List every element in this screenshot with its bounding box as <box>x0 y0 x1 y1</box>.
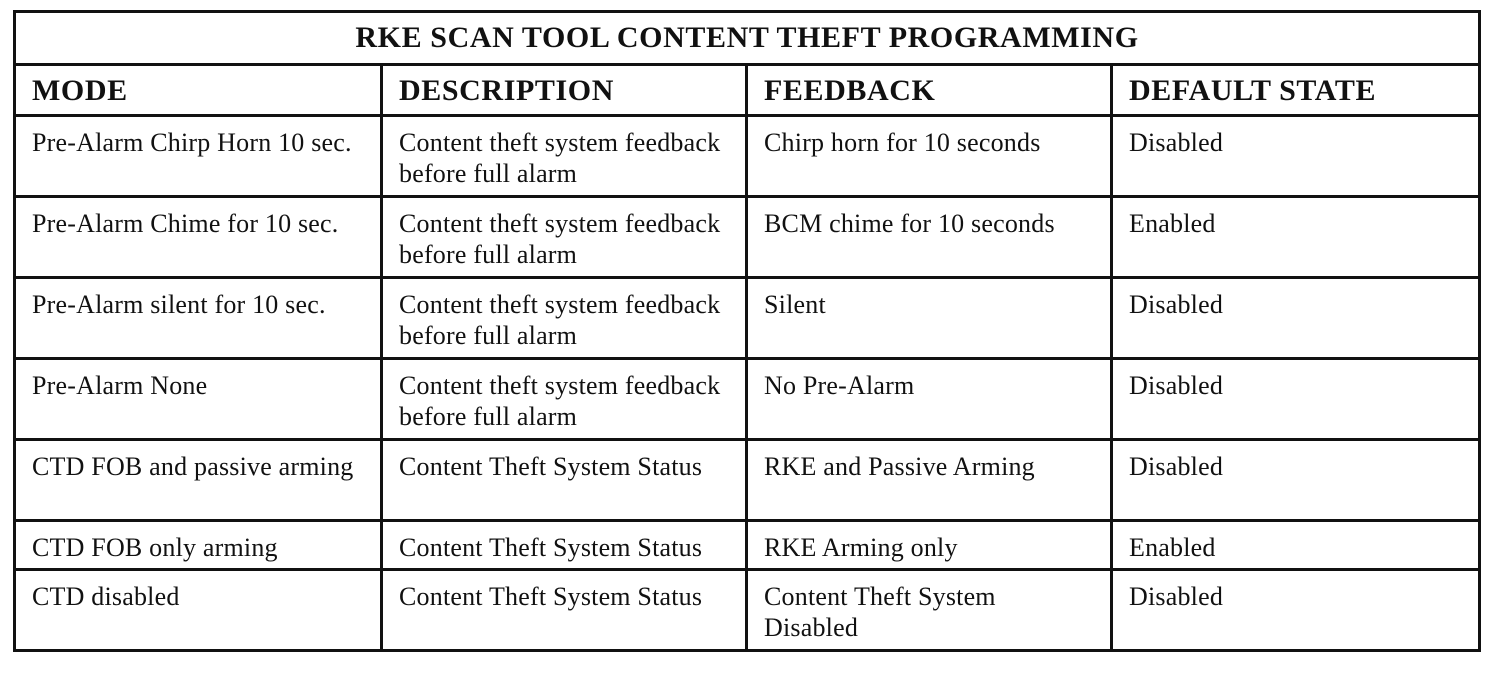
cell-default-state: Disabled <box>1112 116 1480 197</box>
column-header-mode: MODE <box>15 65 382 116</box>
cell-feedback: No Pre-Alarm <box>747 359 1112 440</box>
table-row <box>15 116 1480 197</box>
table-title-row <box>15 12 1480 65</box>
cell-feedback: BCM chime for 10 seconds <box>747 197 1112 278</box>
cell-description: Content theft system feedback before full alarm <box>382 359 747 440</box>
content-theft-programming-table <box>13 10 1481 652</box>
cell-description: Content Theft System Status <box>382 521 747 570</box>
cell-mode: CTD FOB only arming <box>15 521 382 570</box>
column-header-default-state: DEFAULT STATE <box>1112 65 1480 116</box>
cell-default-state: Disabled <box>1112 569 1480 650</box>
cell-mode: Pre-Alarm Chirp Horn 10 sec. <box>15 116 382 197</box>
cell-feedback: RKE and Passive Arming <box>747 440 1112 521</box>
cell-default-state: Disabled <box>1112 440 1480 521</box>
table-header-row <box>15 65 1480 116</box>
cell-feedback: Content Theft System Disabled <box>747 569 1112 650</box>
cell-mode: CTD disabled <box>15 569 382 650</box>
table-row <box>15 359 1480 440</box>
cell-description: Content theft system feedback before full alarm <box>382 278 747 359</box>
column-header-feedback: FEEDBACK <box>747 65 1112 116</box>
cell-default-state: Enabled <box>1112 521 1480 570</box>
column-header-description: DESCRIPTION <box>382 65 747 116</box>
cell-mode: Pre-Alarm None <box>15 359 382 440</box>
cell-description: Content Theft System Status <box>382 440 747 521</box>
cell-default-state: Disabled <box>1112 359 1480 440</box>
cell-description: Content theft system feedback before full alarm <box>382 197 747 278</box>
table-row <box>15 197 1480 278</box>
cell-description: Content Theft System Status <box>382 569 747 650</box>
table-row <box>15 521 1480 570</box>
cell-feedback: Silent <box>747 278 1112 359</box>
cell-description: Content theft system feedback before full alarm <box>382 116 747 197</box>
cell-mode: Pre-Alarm silent for 10 sec. <box>15 278 382 359</box>
cell-default-state: Disabled <box>1112 278 1480 359</box>
cell-feedback: RKE Arming only <box>747 521 1112 570</box>
cell-mode: Pre-Alarm Chime for 10 sec. <box>15 197 382 278</box>
table-row <box>15 440 1480 521</box>
cell-mode: CTD FOB and passive arming <box>15 440 382 521</box>
cell-feedback: Chirp horn for 10 seconds <box>747 116 1112 197</box>
table-row <box>15 569 1480 650</box>
table-row <box>15 278 1480 359</box>
table-title: RKE SCAN TOOL CONTENT THEFT PROGRAMMING <box>15 12 1480 65</box>
cell-default-state: Enabled <box>1112 197 1480 278</box>
